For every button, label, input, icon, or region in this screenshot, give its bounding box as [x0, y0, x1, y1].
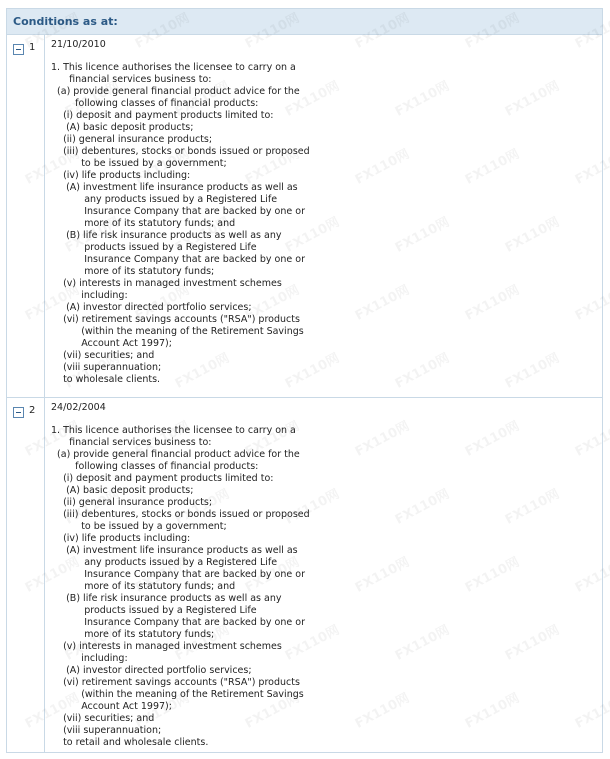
condition-line: (a) provide general financial product advice for the: [51, 449, 300, 460]
condition-number: 2: [29, 405, 36, 416]
condition-row-2: [7, 398, 602, 752]
condition-line: 1. This licence authorises the licensee to carry on a: [51, 62, 296, 73]
condition-line: (A) investment life insurance products as well as: [51, 545, 298, 556]
condition-line: (A) investor directed portfolio services;: [51, 665, 252, 676]
condition-line: (vi) retirement savings accounts ("RSA") products: [51, 677, 300, 688]
condition-line: (a) provide general financial product advice for the: [51, 86, 300, 97]
condition-content: [51, 402, 596, 749]
condition-line: more of its statutory funds; and: [51, 218, 236, 229]
condition-line: (v) interests in managed investment schemes: [51, 641, 282, 652]
condition-line: (vii) securities; and: [51, 350, 155, 361]
row-gutter: [7, 35, 45, 397]
condition-line: financial services business to:: [51, 437, 212, 448]
condition-line: following classes of financial products:: [51, 98, 259, 109]
condition-line: (vi) retirement savings accounts ("RSA") products: [51, 314, 300, 325]
collapse-toggle-icon[interactable]: [13, 407, 24, 418]
collapse-toggle-icon[interactable]: [13, 44, 24, 55]
condition-line: to be issued by a government;: [51, 521, 227, 532]
condition-line: more of its statutory funds;: [51, 266, 215, 277]
panel-header: Conditions as at:: [7, 9, 602, 35]
condition-line: (viii superannuation;: [51, 725, 162, 736]
condition-line: (A) investor directed portfolio services;: [51, 302, 252, 313]
condition-line: including:: [51, 653, 128, 664]
condition-line: financial services business to:: [51, 74, 212, 85]
condition-line: 1. This licence authorises the licensee to carry on a: [51, 425, 296, 436]
condition-line: (viii superannuation;: [51, 362, 162, 373]
condition-line: to be issued by a government;: [51, 158, 227, 169]
condition-line: any products issued by a Registered Life: [51, 194, 278, 205]
condition-line: (v) interests in managed investment schemes: [51, 278, 282, 289]
row-gutter: [7, 398, 45, 752]
condition-date: 24/02/2004: [51, 402, 106, 413]
condition-line: (B) life risk insurance products as well as any: [51, 593, 282, 604]
condition-line: Insurance Company that are backed by one or: [51, 569, 305, 580]
condition-line: (iv) life products including:: [51, 533, 191, 544]
condition-line: (iii) debentures, stocks or bonds issued or proposed: [51, 146, 310, 157]
condition-line: (within the meaning of the Retirement Savings: [51, 326, 304, 337]
condition-text: [51, 62, 596, 386]
condition-line: Insurance Company that are backed by one or: [51, 254, 305, 265]
condition-line: Account Act 1997);: [51, 701, 172, 712]
conditions-panel: [6, 8, 603, 753]
condition-line: (A) investment life insurance products as well as: [51, 182, 298, 193]
condition-line: Account Act 1997);: [51, 338, 172, 349]
condition-line: (iv) life products including:: [51, 170, 191, 181]
condition-line: (A) basic deposit products;: [51, 485, 194, 496]
condition-line: Insurance Company that are backed by one or: [51, 617, 305, 628]
condition-line: (within the meaning of the Retirement Savings: [51, 689, 304, 700]
condition-line: (A) basic deposit products;: [51, 122, 194, 133]
condition-line: more of its statutory funds; and: [51, 581, 236, 592]
condition-line: products issued by a Registered Life: [51, 242, 257, 253]
condition-row-1: [7, 35, 602, 398]
condition-line: (i) deposit and payment products limited to:: [51, 473, 274, 484]
condition-line: including:: [51, 290, 128, 301]
condition-line: (vii) securities; and: [51, 713, 155, 724]
condition-line: (ii) general insurance products;: [51, 134, 213, 145]
condition-line: more of its statutory funds;: [51, 629, 215, 640]
condition-line: to wholesale clients.: [51, 374, 161, 385]
condition-number: 1: [29, 42, 36, 53]
condition-line: any products issued by a Registered Life: [51, 557, 278, 568]
condition-text: [51, 425, 596, 749]
condition-line: (B) life risk insurance products as well as any: [51, 230, 282, 241]
condition-line: (ii) general insurance products;: [51, 497, 213, 508]
condition-content: [51, 39, 596, 386]
condition-line: products issued by a Registered Life: [51, 605, 257, 616]
condition-line: to retail and wholesale clients.: [51, 737, 209, 748]
condition-line: following classes of financial products:: [51, 461, 259, 472]
condition-line: (iii) debentures, stocks or bonds issued or proposed: [51, 509, 310, 520]
condition-line: Insurance Company that are backed by one or: [51, 206, 305, 217]
condition-line: (i) deposit and payment products limited to:: [51, 110, 274, 121]
condition-date: 21/10/2010: [51, 39, 106, 50]
